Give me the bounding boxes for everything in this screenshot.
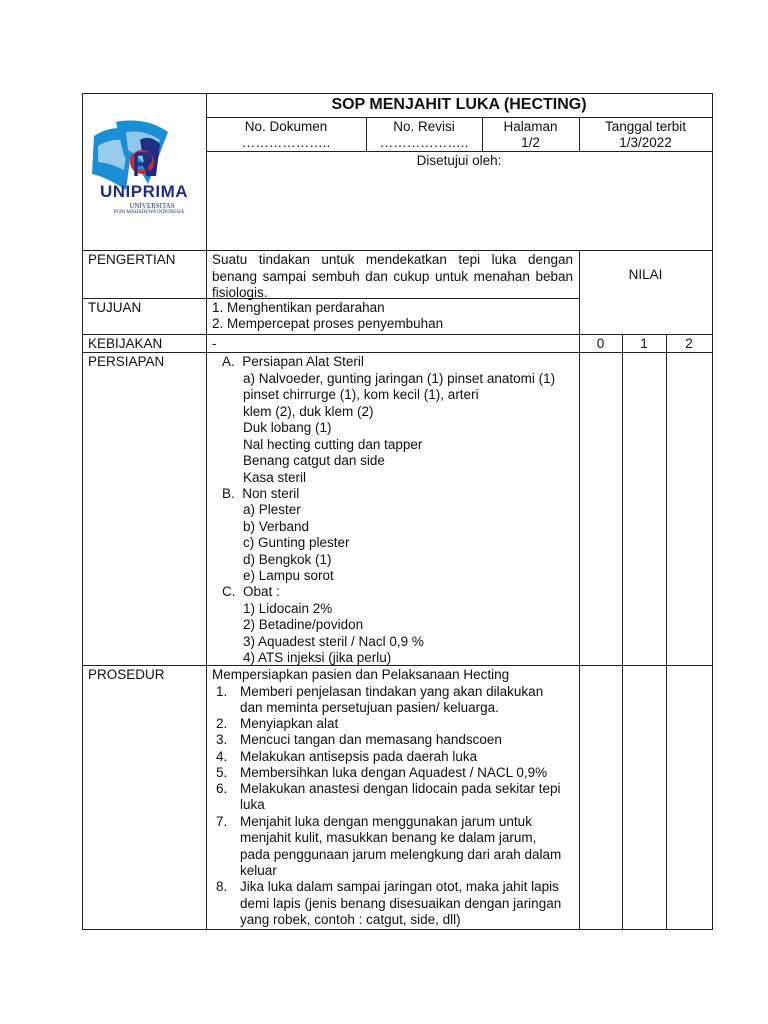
prosedur-step-line: pada penggunaan jarum melengkung dari arah dalam xyxy=(240,847,562,862)
kebijakan-value: - xyxy=(212,336,217,351)
prosedur-step-number: 6. xyxy=(216,781,228,796)
prosedur-step-number: 4. xyxy=(216,749,228,764)
prosedur-step-number: 7. xyxy=(216,814,228,829)
prosedur-step-line: Melakukan anastesi dengan lidocain pada sekitar tepi xyxy=(240,781,561,796)
logo-name: UNIPRIMA xyxy=(99,182,189,201)
tujuan-item: 1. Menghentikan perdarahan xyxy=(212,300,385,315)
persiapan-line: d) Bengkok (1) xyxy=(243,552,332,567)
logo-sub1: UNIVERSITAS xyxy=(129,202,175,210)
tanggal-terbit-label: Tanggal terbit xyxy=(604,119,687,134)
tanggal-terbit-value: 1/3/2022 xyxy=(619,135,672,150)
prosedur-step-number: 2. xyxy=(216,716,228,731)
prosedur-step-line: Membersihkan luka dengan Aquadest / NACL 0,9% xyxy=(240,765,548,780)
score-header-2: 2 xyxy=(685,336,693,351)
prosedur-step-line: menjahit kulit, masukkan benang ke dalam jarum, xyxy=(240,830,537,845)
prosedur-step-line: demi lapis (jenis benang disesuaikan dengan jaringan xyxy=(240,896,562,911)
prosedur-step-line: yang robek, contoh : catgut, side, dll) xyxy=(240,912,461,927)
prosedur-step-number: 3. xyxy=(216,732,228,747)
prosedur-step-line: Menyiapkan alat xyxy=(240,716,339,731)
persiapan-line: Kasa steril xyxy=(243,470,307,485)
disetujui-label: Disetujui oleh: xyxy=(416,153,502,168)
no-revisi-value: ……………….. xyxy=(379,135,469,150)
prosedur-step-line: luka xyxy=(240,797,265,812)
no-dokumen-value: ……………….. xyxy=(241,135,331,150)
prosedur-step-line: Jika luka dalam sampai jaringan otot, maka jahit lapis xyxy=(240,879,559,894)
prosedur-step-line: Memberi penjelasan tindakan yang akan dilakukan xyxy=(240,684,544,699)
persiapan-line: c) Gunting plester xyxy=(243,535,350,550)
prosedur-step-line: Melakukan antisepsis pada daerah luka xyxy=(240,749,478,764)
prosedur-step-line: dan meminta persetujuan pasien/ keluarga. xyxy=(240,700,499,715)
persiapan-line: A. Persiapan Alat Steril xyxy=(222,354,364,369)
persiapan-line: a) Plester xyxy=(243,502,301,517)
kebijakan-label: KEBIJAKAN xyxy=(88,336,163,351)
prosedur-step-line: keluar xyxy=(240,863,277,878)
persiapan-line: Duk lobang (1) xyxy=(243,420,332,435)
halaman-label: Halaman xyxy=(503,119,558,134)
tujuan-label: TUJUAN xyxy=(88,300,142,315)
persiapan-line: 1) Lidocain 2% xyxy=(243,601,333,616)
nilai-header: NILAI xyxy=(628,267,663,282)
persiapan-line: Benang catgut dan side xyxy=(243,453,385,468)
halaman-value: 1/2 xyxy=(521,135,540,150)
persiapan-line: Nal hecting cutting dan tapper xyxy=(243,437,423,452)
persiapan-line: b) Verband xyxy=(243,519,310,534)
persiapan-line: pinset chirrurge (1), kom kecil (1), arteri xyxy=(243,387,479,402)
prosedur-step-number: 1. xyxy=(216,684,228,699)
persiapan-line: klem (2), duk klem (2) xyxy=(243,404,374,419)
no-revisi-label: No. Revisi xyxy=(393,119,455,134)
logo-sub2: PGRI MAHADEWA INDONESIA xyxy=(113,210,185,215)
persiapan-line: B. Non steril xyxy=(222,486,300,501)
uniprima-logo xyxy=(86,110,202,220)
prosedur-step-number: 5. xyxy=(216,765,228,780)
persiapan-line: C. Obat : xyxy=(222,584,280,599)
prosedur-step-line: Menjahit luka dengan menggunakan jarum untuk xyxy=(240,814,532,829)
prosedur-label: PROSEDUR xyxy=(88,667,165,682)
prosedur-step-line: Mencuci tangan dan memasang handscoen xyxy=(240,732,502,747)
prosedur-intro: Mempersiapkan pasien dan Pelaksanaan Hecting xyxy=(212,667,510,682)
document-title: SOP MENJAHIT LUKA (HECTING) xyxy=(331,96,587,113)
tujuan-item: 2. Mempercepat proses penyembuhan xyxy=(212,316,444,331)
persiapan-line: 3) Aquadest steril / Nacl 0,9 % xyxy=(243,634,424,649)
persiapan-line: a) Nalvoeder, gunting jaringan (1) pinset anatomi (1) xyxy=(243,371,556,386)
prosedur-step-number: 8. xyxy=(216,879,228,894)
persiapan-label: PERSIAPAN xyxy=(88,354,165,369)
persiapan-line: 4) ATS injeksi (jika perlu) xyxy=(243,650,392,665)
no-dokumen-label: No. Dokumen xyxy=(244,119,328,134)
persiapan-line: 2) Betadine/povidon xyxy=(243,617,364,632)
score-header-0: 0 xyxy=(596,336,605,351)
score-header-1: 1 xyxy=(640,336,648,351)
pengertian-label: PENGERTIAN xyxy=(88,252,176,267)
persiapan-line: e) Lampu sorot xyxy=(243,568,334,583)
pengertian-text: Suatu tindakan untuk mendekatkan tepi luka dengan benang sampai sembuh dan cukup untuk menahan beban fisiologis. xyxy=(212,252,573,300)
